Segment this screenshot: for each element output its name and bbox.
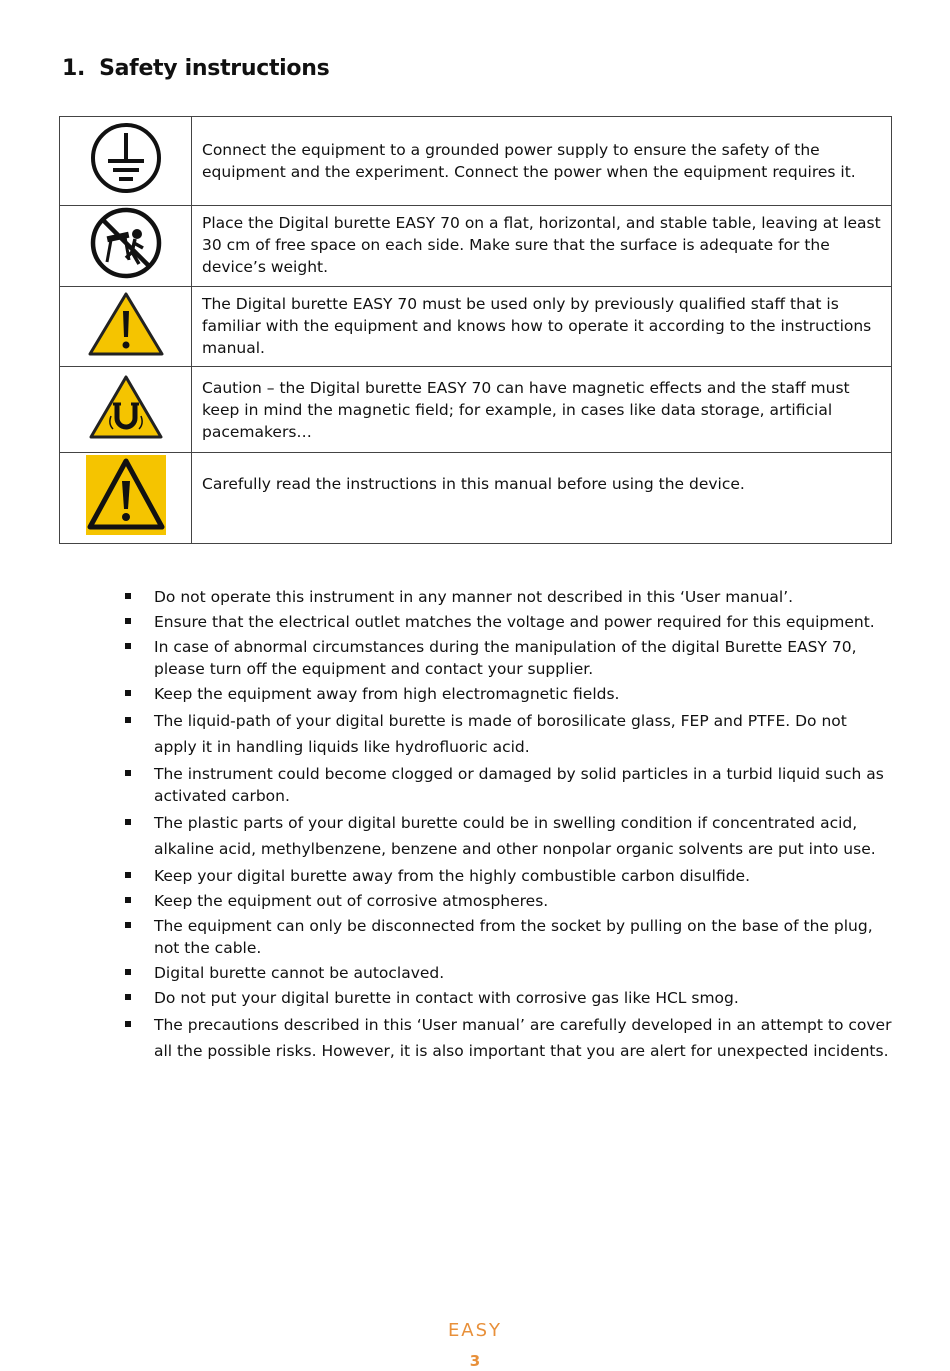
section-number: 1. <box>62 56 86 81</box>
safety-row <box>60 367 892 453</box>
list-item: Ensure that the electrical outlet matches the voltage and power required for this equipment. <box>123 611 893 633</box>
safety-row <box>60 117 892 206</box>
list-item: The plastic parts of your digital burette could be in swelling condition if concentrated acid, alkaline acid, methylbenzene, benzene and other nonpolar organic solvents are put into use. <box>123 810 893 862</box>
icon-cell <box>60 367 192 453</box>
warning-triangle-icon <box>84 453 168 543</box>
list-item: The equipment can only be disconnected from the socket by pulling on the base of the plug, not the cable. <box>123 915 893 959</box>
icon-cell <box>60 206 192 287</box>
safety-row <box>60 287 892 367</box>
safety-text: Place the Digital burette EASY 70 on a flat, horizontal, and stable table, leaving at least 30 cm of free space on each side. Make sure that the surface is adequate for the device’s weight. <box>192 206 892 287</box>
icon-cell <box>60 117 192 206</box>
list-item: The liquid-path of your digital burette is made of borosilicate glass, FEP and PTFE. Do not apply it in handling liquids like hydrofluoric acid. <box>123 708 893 760</box>
list-item: Keep the equipment out of corrosive atmospheres. <box>123 890 893 912</box>
section-heading <box>62 56 329 81</box>
safety-text: Carefully read the instructions in this manual before using the device. <box>192 453 892 544</box>
list-item: Keep the equipment away from high electromagnetic fields. <box>123 683 893 705</box>
safety-rules-list <box>123 586 893 1067</box>
icon-cell <box>60 453 192 544</box>
list-item: The precautions described in this ‘User manual’ are carefully developed in an attempt to cover all the possible risks. However, it is also important that you are alert for unexpected incidents. <box>123 1012 893 1064</box>
section-title: Safety instructions <box>99 56 330 81</box>
ground-symbol-icon <box>89 121 163 201</box>
safety-row <box>60 206 892 287</box>
list-item: The instrument could become clogged or damaged by solid particles in a turbid liquid such as activated carbon. <box>123 763 893 807</box>
list-item: Do not operate this instrument in any manner not described in this ‘User manual’. <box>123 586 893 608</box>
magnetic-field-warning-icon <box>88 374 164 446</box>
list-item: In case of abnormal circumstances during the manipulation of the digital Burette EASY 70, please turn off the equipment and contact your supplier. <box>123 636 893 680</box>
warning-triangle-icon <box>87 291 165 363</box>
safety-table <box>59 116 892 544</box>
list-item: Keep your digital burette away from the highly combustible carbon disulfide. <box>123 865 893 887</box>
safety-row <box>60 453 892 544</box>
safety-text: The Digital burette EASY 70 must be used only by previously qualified staff that is familiar with the equipment and knows how to operate it according to the instructions manual. <box>192 287 892 367</box>
safety-text: Caution – the Digital burette EASY 70 can have magnetic effects and the staff must keep in mind the magnetic field; for example, in cases like data storage, artificial pacemakers… <box>192 367 892 453</box>
icon-cell <box>60 287 192 367</box>
safety-text: Connect the equipment to a grounded power supply to ensure the safety of the equipment and the experiment. Connect the power when the equipment requires it. <box>192 117 892 206</box>
footer-brand-logo: EASY <box>447 1320 503 1341</box>
list-item: Do not put your digital burette in contact with corrosive gas like HCL smog. <box>123 987 893 1009</box>
page-number: 3 <box>469 1352 481 1370</box>
no-tipping-icon <box>89 206 163 286</box>
list-item: Digital burette cannot be autoclaved. <box>123 962 893 984</box>
